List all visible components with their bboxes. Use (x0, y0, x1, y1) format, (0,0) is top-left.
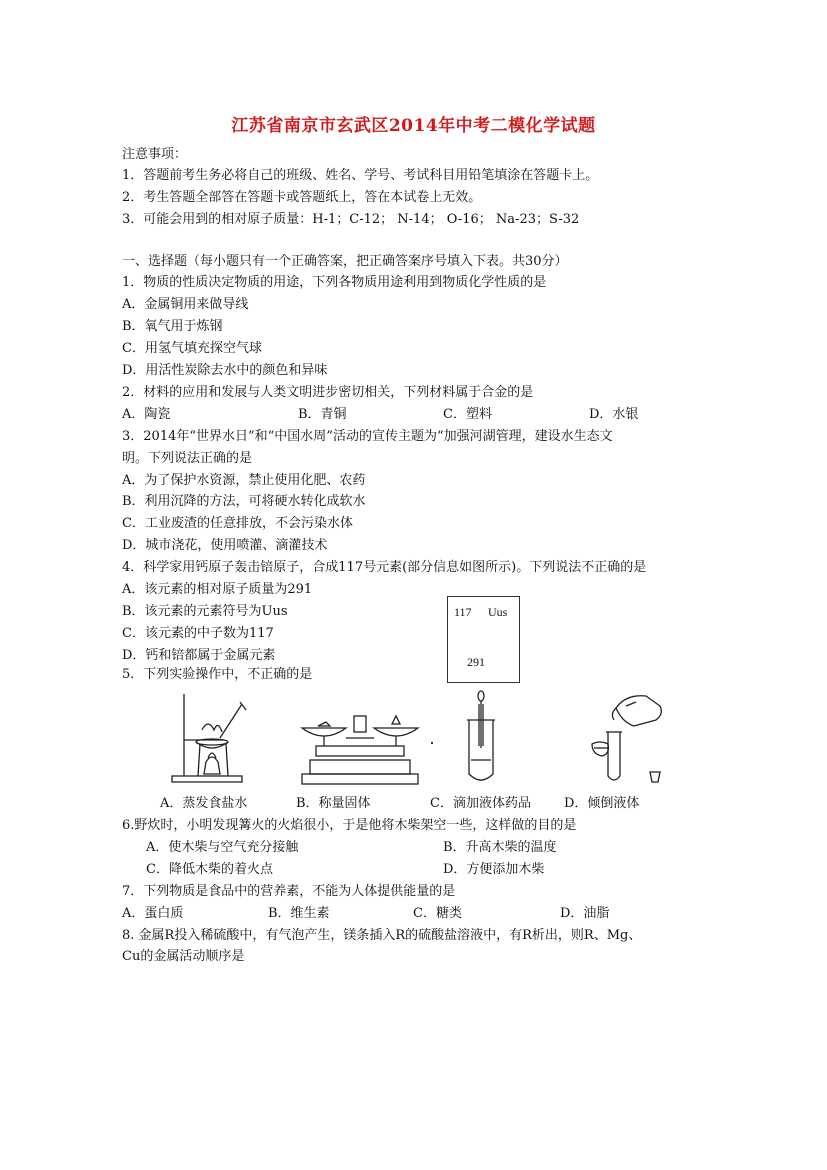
option: D．油脂 (560, 906, 610, 921)
dropper-test-tube-figure (456, 690, 506, 788)
question-stem: 2．材料的应用和发展与人类文明进步密切相关，下列材料属于合金的是 (122, 385, 534, 400)
option: A．该元素的相对原子质量为291 (122, 582, 313, 597)
option: A．金属铜用来做导线 (122, 297, 249, 312)
option: D．钙和锫都属于金属元素 (122, 648, 276, 663)
option: B．青铜 (298, 407, 347, 422)
evaporation-apparatus-figure (168, 690, 258, 786)
option: D．水银 (589, 407, 639, 422)
option: C．工业废渣的任意排放，不会污染水体 (122, 516, 353, 531)
option: C．该元素的中子数为117 (122, 626, 274, 641)
section-heading: 一、选择题（每小题只有一个正确答案，把正确答案序号填入下表。共30分） (122, 254, 568, 269)
question-stem: 7．下列物质是食品中的营养素，不能为人体提供能量的是 (122, 884, 456, 899)
option: C．用氢气填充探空气球 (122, 341, 262, 356)
question-stem-cont: Cu的金属活动顺序是 (122, 949, 245, 964)
question-stem: 8. 金属R投入稀硫酸中，有气泡产生，镁条插入R的硫酸盐溶液中，有R析出，则R、Mg、 (122, 928, 642, 943)
note-item: 1．答题前考生务必将自己的班级、姓名、学号、考试科目用铅笔填涂在答题卡上。 (122, 168, 599, 183)
note-item: 2．考生答题全部答在答题卡或答题纸上，答在本试卷上无效。 (122, 190, 482, 205)
notes-heading: 注意事项： (122, 147, 188, 162)
option: C．塑料 (443, 407, 492, 422)
option: D．方便添加木柴 (443, 862, 545, 877)
question-stem: 5．下列实验操作中，不正确的是 (122, 667, 313, 682)
option: B．升高木柴的温度 (443, 840, 557, 855)
option: B．该元素的元素符号为Uus (122, 604, 288, 619)
balance-figure (296, 708, 426, 788)
element-symbol: Uus (488, 605, 508, 619)
option: A．为了保护水资源，禁止使用化肥、农药 (122, 473, 366, 488)
stray-dot (431, 742, 433, 744)
option: A．蛋白质 (122, 906, 184, 921)
option: D．用活性炭除去水中的颜色和异味 (122, 363, 328, 378)
option: A．使木柴与空气充分接触 (146, 840, 299, 855)
option: C．糖类 (413, 906, 462, 921)
option: A．陶瓷 (122, 407, 171, 422)
option: D．城市浇花，使用喷灌、滴灌技术 (122, 538, 328, 553)
figure-caption: C．滴加液体药品 (430, 796, 531, 811)
question-stem-cont: 明。下列说法正确的是 (122, 451, 253, 466)
pouring-liquid-figure (586, 688, 672, 788)
element-card (447, 596, 520, 683)
figure-caption: D．倾倒液体 (564, 796, 640, 811)
question-stem: 4．科学家用钙原子轰击锫原子，合成117号元素(部分信息如图所示)。下列说法不正确的是 (122, 560, 647, 575)
figure-caption: B．称量固体 (296, 796, 371, 811)
exam-title: 江苏省南京市玄武区2014年中考二模化学试题 (231, 116, 596, 136)
option: B．氧气用于炼钢 (122, 319, 223, 334)
option: B．维生素 (268, 906, 330, 921)
atomic-number: 117 (454, 605, 472, 619)
question-stem: 6.野炊时，小明发现篝火的火焰很小，于是他将木柴架空一些，这样做的目的是 (122, 818, 577, 833)
atomic-mass: 291 (467, 655, 485, 669)
note-item: 3．可能会用到的相对原子质量：H-1；C-12； N-14； O-16； Na-23；S-32 (122, 212, 580, 227)
question-stem: 1．物质的性质决定物质的用途，下列各物质用途利用到物质化学性质的是 (122, 275, 547, 290)
option: C．降低木柴的着火点 (146, 862, 273, 877)
option: B．利用沉降的方法，可将硬水转化成软水 (122, 494, 366, 509)
question-stem: 3．2014年“世界水日”和“中国水周”活动的宣传主题为“加强河湖管理，建设水生态文 (122, 429, 613, 444)
figure-caption: A．蒸发食盐水 (160, 796, 248, 811)
